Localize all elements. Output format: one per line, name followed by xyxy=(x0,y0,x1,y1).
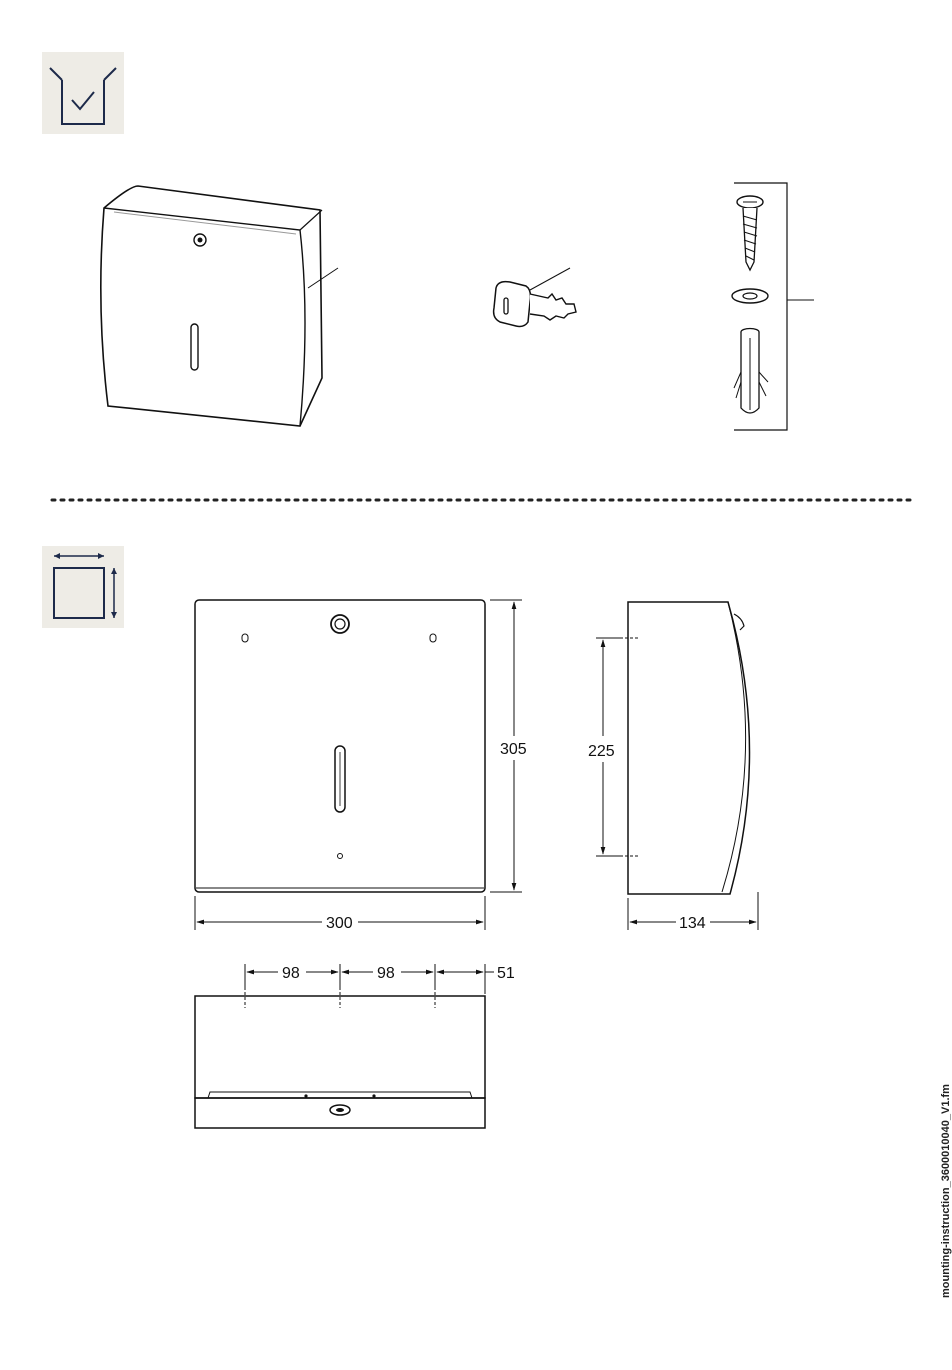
front-width-label: 300 xyxy=(326,915,353,932)
top-spacing-1-label: 98 xyxy=(282,965,300,982)
top-spacing-2-label: 98 xyxy=(377,965,395,982)
top-view xyxy=(195,964,515,1128)
side-depth-label: 134 xyxy=(679,915,706,932)
side-spacing-label: 225 xyxy=(588,743,615,760)
top-spacing-3-label: 51 xyxy=(497,965,515,982)
front-height-label: 305 xyxy=(500,741,527,758)
document-filename: mounting-instruction_3600010040_V1.fm xyxy=(940,1084,952,1298)
front-view xyxy=(195,600,527,932)
side-view xyxy=(588,602,758,932)
